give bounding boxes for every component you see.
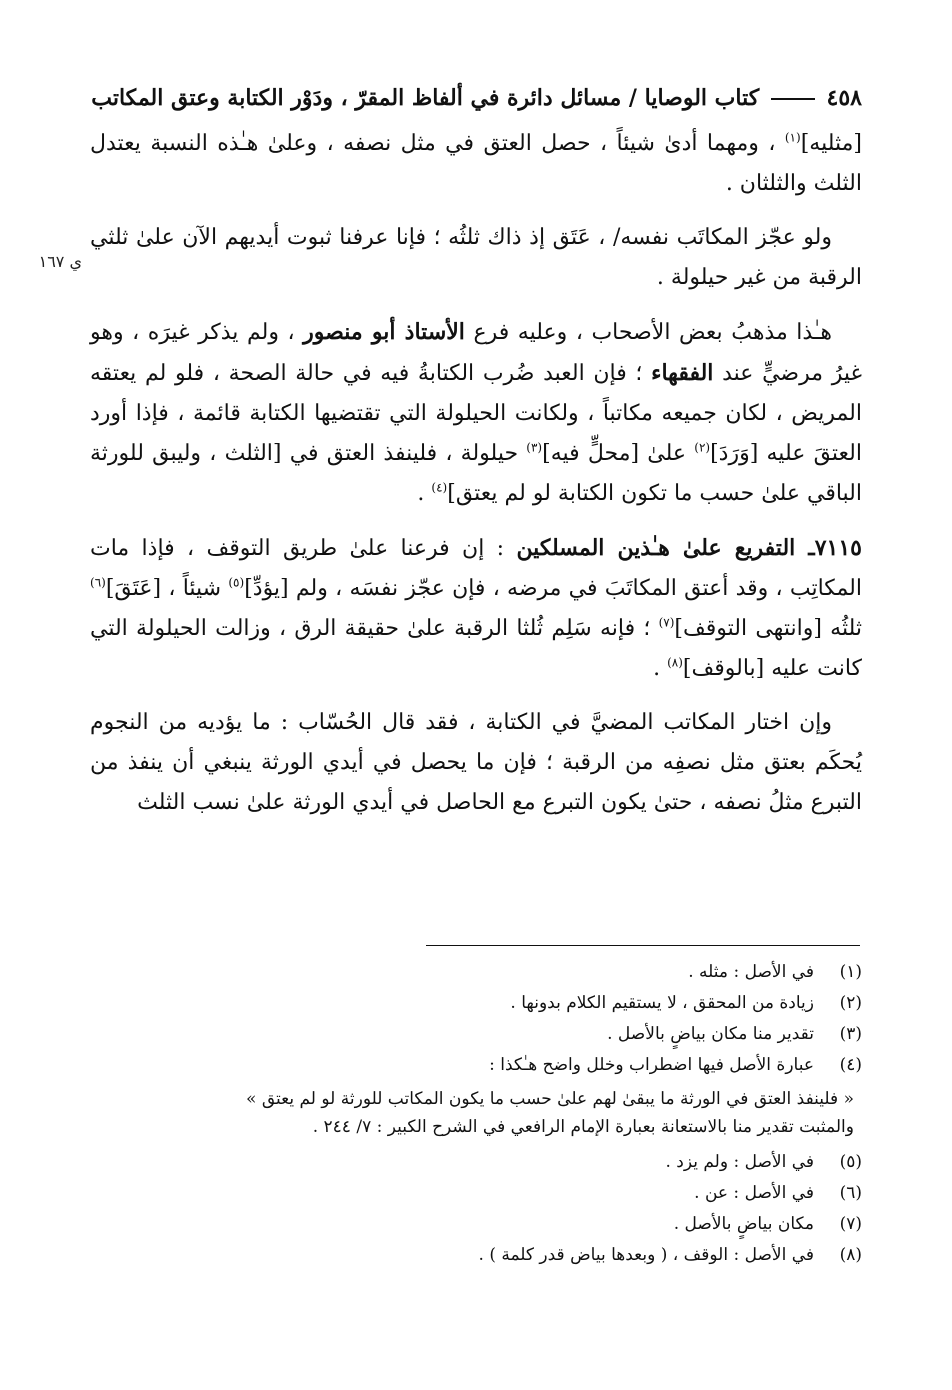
running-header <box>90 78 862 118</box>
footnote-4: (٤) عبارة الأصل فيها اضطراب وخلل واضح هـٰكذا : <box>489 1055 862 1075</box>
footnote-5: (٥) في الأصل : ولم يزد . <box>665 1152 862 1172</box>
footnote-1: (١) في الأصل : مثله . <box>688 962 862 982</box>
paragraph-4: ٧١١٥ـ التفريع علىٰ هـٰذين المسلكين : إن فرعنا علىٰ طريق التوقف ، فإذا مات المكاتِب ، وقد أعتق المكاتَبَ في مرضه ، فإن عجّز نفسَه ، ولم [يؤدِّ]$^{(٥)}$ شيئاً ، [عَتَقَ]$^{(٦)}$ ثلثُه [وانتهى التوقف]$^{(٧)}$ ؛ فإنه سَلِم ثُلثا الرقبة علىٰ حقيقة الرق ، وزالت الحيلولة التي كانت عليه [بالوقف]$^{(٨)}$ . <box>90 535 862 681</box>
footnotes <box>90 957 862 1271</box>
footnote-4-quote <box>90 1085 862 1141</box>
header-title: كتاب الوصايا / مسائل دائرة في ألفاظ المقرّ ، ودَوْر الكتابة وعتق المكاتب <box>91 85 760 111</box>
paragraph-2: ولو عجّز المكاتَب نفسه/ ، عَتَق إذ ذاك ثلثُه ؛ فإنا عرفنا ثبوت أيديهم الآن علىٰ ثلثي الرقبة من غير حيلولة . <box>90 225 862 290</box>
footnote-ref-8: (٨) <box>667 655 683 670</box>
footnote-ref-3: (٣) <box>526 440 543 455</box>
footnote-ref-1: (١) <box>784 130 801 145</box>
footnote-3: (٣) تقدير منا مكان بياضٍ بالأصل . <box>607 1024 862 1044</box>
footnote-8: (٨) في الأصل : الوقف ، ( وبعدها بياض قدر كلمة ) . <box>478 1245 862 1265</box>
paragraph-5: وإن اختار المكاتب المضيَّ في الكتابة ، فقد قال الحُسّاب : ما يؤديه من النجوم يُحكَم بعتق مثل نصفِه من الرقبة ؛ فإن ما يحصل في أيدي الورثة ينبغي أن ينفذ من التبرع مثلُ نصفه ، حتىٰ يكون التبرع مع الحاصل في أيدي الورثة علىٰ نسب الثلث <box>90 710 862 815</box>
paragraph-1: [مثليه]$^{(١)}$ ، ومهما أدىٰ شيئاً ، حصل العتق في مثل نصفه ، وعلىٰ هـٰذه النسبة يعتدل الثلث والثلثان . <box>90 130 862 196</box>
fuqaha-term: الفقهاء <box>651 360 714 386</box>
footnote-ref-2: (٢) <box>694 440 711 455</box>
footnote-separator <box>426 945 860 946</box>
header-dash <box>771 98 815 100</box>
quote-line-1: « فلينفذ العتق في الورثة ما يبقىٰ لهم علىٰ حسب ما يكون المكاتب للورثة لو لم يعتق » <box>246 1089 854 1109</box>
footnote-ref-4: (٤) <box>431 480 448 495</box>
scholar-name: الأستاذ أبو منصور <box>303 319 465 345</box>
quote-line-2: والمثبت تقدير منا بالاستعانة بعبارة الإمام الرافعي في الشرح الكبير : ٧/ ٢٤٤ . <box>312 1117 854 1137</box>
main-text <box>90 124 862 837</box>
footnote-ref-6: (٦) <box>90 575 106 590</box>
footnote-6: (٦) في الأصل : عن . <box>694 1183 862 1203</box>
marginal-page-ref: ي ١٦٧ <box>38 252 82 271</box>
page-number: ٤٥٨ <box>826 85 862 111</box>
paragraph-3: هـٰذا مذهبُ بعض الأصحاب ، وعليه فرع الأستاذ أبو منصور ، ولم يذكر غيرَه ، وهو غيرُ مرضيٍّ عند الفقهاء ؛ فإن العبد ضُرب الكتابةُ فيه في حالة الصحة ، فلو لم يعتقه المريض ، لكان جميعه مكاتباً ، ولكانت الحيلولة التي تقتضيها الكتابة قائمة ، فإذا أورد العتقَ عليه [وَرَدَ]$^{(٢)}$ علىٰ [محلٍّ فيه]$^{(٣)}$ حيلولة ، فلينفذ العتق في [الثلث ، وليبق للورثة الباقي علىٰ حسب ما تكون الكتابة لو لم يعتق]$^{(٤)}$ . <box>90 319 862 506</box>
footnote-7: (٧) مكان بياضٍ بالأصل . <box>673 1214 862 1234</box>
footnote-ref-5: (٥) <box>228 575 245 590</box>
section-heading-7115: ٧١١٥ـ التفريع علىٰ هـٰذين المسلكين <box>516 535 862 561</box>
footnote-2: (٢) زيادة من المحقق ، لا يستقيم الكلام بدونها . <box>510 993 862 1013</box>
footnote-ref-7: (٧) <box>658 615 675 630</box>
